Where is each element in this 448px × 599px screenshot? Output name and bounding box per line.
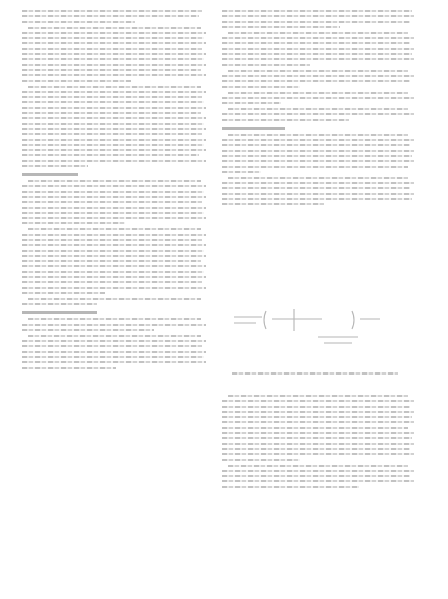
text-line <box>222 155 412 157</box>
paragraph <box>222 70 418 88</box>
left-column <box>22 10 210 373</box>
text-line <box>222 411 414 413</box>
text-line <box>222 443 414 445</box>
text-line <box>222 193 414 195</box>
text-line <box>22 303 97 305</box>
text-line <box>28 318 201 320</box>
text-line <box>228 108 408 110</box>
text-line <box>28 27 201 29</box>
text-line <box>228 134 408 136</box>
text-line <box>228 32 408 34</box>
text-line <box>22 329 154 331</box>
heading-line <box>222 127 285 130</box>
text-line <box>28 335 201 337</box>
text-line <box>222 486 359 488</box>
paragraph <box>222 92 418 105</box>
text-line <box>22 234 206 236</box>
text-line <box>22 107 206 109</box>
text-line <box>222 21 410 23</box>
text-line <box>22 74 206 76</box>
text-line <box>22 133 202 135</box>
text-line <box>22 292 105 294</box>
text-line <box>228 92 408 94</box>
text-line <box>22 212 204 214</box>
text-line <box>222 432 414 434</box>
text-line <box>228 395 408 397</box>
text-line <box>22 222 125 224</box>
text-line <box>22 144 204 146</box>
text-line <box>222 102 281 104</box>
text-line <box>228 177 408 179</box>
text-line <box>22 42 206 44</box>
text-line <box>22 160 206 162</box>
text-line <box>22 154 199 156</box>
text-line <box>22 265 206 267</box>
text-line <box>22 185 206 187</box>
paragraph <box>22 335 210 369</box>
text-line <box>222 113 414 115</box>
paragraph <box>22 180 210 224</box>
text-line <box>222 406 410 408</box>
text-line <box>22 217 206 219</box>
text-line <box>222 26 340 28</box>
text-line <box>22 165 88 167</box>
text-line <box>22 48 202 50</box>
paragraph <box>22 10 210 23</box>
text-line <box>22 32 206 34</box>
text-line <box>222 187 410 189</box>
text-line <box>222 10 412 12</box>
text-line <box>22 128 206 130</box>
section-heading <box>22 173 210 176</box>
text-line <box>22 340 206 342</box>
text-line <box>22 91 206 93</box>
text-line <box>22 139 206 141</box>
text-line <box>222 97 414 99</box>
eq-bracket-right <box>352 311 354 329</box>
text-line <box>222 459 300 461</box>
text-line <box>222 160 414 162</box>
text-line <box>222 150 414 152</box>
text-line <box>222 437 412 439</box>
text-line <box>22 191 204 193</box>
text-line <box>222 119 349 121</box>
text-line <box>222 203 324 205</box>
text-line <box>22 281 202 283</box>
text-line <box>22 201 202 203</box>
text-line <box>22 112 201 114</box>
text-line <box>22 345 202 347</box>
paragraph <box>22 27 210 82</box>
text-line <box>222 421 414 423</box>
text-line <box>28 298 201 300</box>
text-line <box>222 182 414 184</box>
text-line <box>222 48 414 50</box>
text-line <box>222 42 410 44</box>
right-column-lower <box>222 395 418 492</box>
text-line <box>222 171 261 173</box>
text-line <box>222 427 408 429</box>
text-line <box>222 400 414 402</box>
text-line <box>22 356 204 358</box>
text-line <box>22 250 204 252</box>
text-line <box>22 196 206 198</box>
paragraph <box>222 395 418 461</box>
text-line <box>22 287 206 289</box>
paragraph <box>222 465 418 488</box>
heading-line <box>22 173 78 176</box>
text-line <box>22 53 206 55</box>
text-line <box>222 198 412 200</box>
text-line <box>228 465 408 467</box>
text-line <box>222 470 414 472</box>
text-line <box>222 86 300 88</box>
text-line <box>22 64 206 66</box>
text-line <box>222 37 414 39</box>
text-line <box>222 480 414 482</box>
text-line <box>22 96 202 98</box>
right-column <box>222 10 418 209</box>
text-line <box>22 37 204 39</box>
text-line <box>222 15 414 17</box>
text-line <box>22 239 202 241</box>
paragraph <box>222 177 418 205</box>
paragraph <box>22 298 210 305</box>
text-line <box>28 86 201 88</box>
text-line <box>22 260 201 262</box>
text-line <box>222 53 412 55</box>
text-line <box>22 271 204 273</box>
text-line <box>22 149 206 151</box>
text-line <box>222 64 310 66</box>
text-line <box>22 351 206 353</box>
equation-figure <box>232 305 382 349</box>
text-line <box>22 207 206 209</box>
equation-caption <box>232 372 412 378</box>
section-heading <box>22 311 210 314</box>
paragraph <box>222 10 418 28</box>
text-line <box>222 75 414 77</box>
text-line <box>222 166 408 168</box>
text-line <box>222 416 412 418</box>
text-line <box>28 228 201 230</box>
text-line <box>222 144 410 146</box>
text-line <box>222 475 410 477</box>
text-line <box>22 10 202 12</box>
text-line <box>22 324 206 326</box>
section-heading <box>222 127 418 130</box>
text-line <box>228 70 408 72</box>
paragraph <box>222 108 418 121</box>
text-line <box>22 361 206 363</box>
text-line <box>222 448 410 450</box>
text-line <box>222 80 410 82</box>
text-line <box>22 244 206 246</box>
text-line <box>22 15 199 17</box>
text-line <box>22 69 201 71</box>
text-line <box>222 453 414 455</box>
caption-line <box>232 372 398 375</box>
text-line <box>222 58 414 60</box>
paragraph <box>222 32 418 66</box>
heading-line <box>22 311 97 314</box>
text-line <box>22 255 206 257</box>
text-line <box>22 80 131 82</box>
text-line <box>28 180 201 182</box>
text-line <box>222 139 414 141</box>
text-line <box>22 101 204 103</box>
text-line <box>22 117 206 119</box>
eq-bracket-left <box>264 311 266 329</box>
text-line <box>22 367 116 369</box>
text-line <box>22 123 204 125</box>
text-line <box>22 58 204 60</box>
paragraph <box>22 86 210 167</box>
paragraph <box>22 228 210 294</box>
text-line <box>22 276 206 278</box>
text-line <box>22 21 135 23</box>
paragraph <box>222 134 418 173</box>
paragraph <box>22 318 210 331</box>
